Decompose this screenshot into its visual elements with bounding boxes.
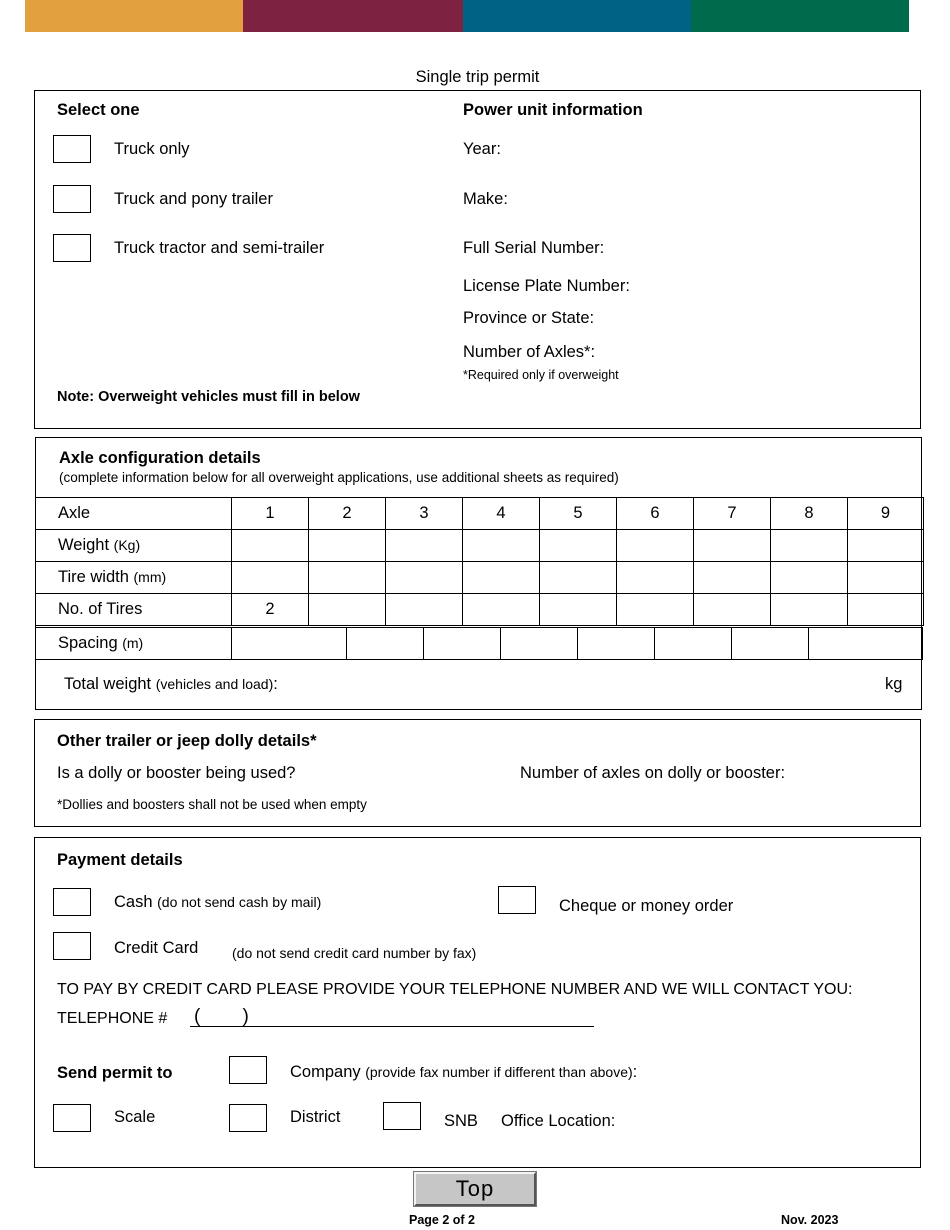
- weight-cell[interactable]: [540, 530, 617, 562]
- send-permit-heading: Send permit to: [57, 1064, 173, 1082]
- page-number: Page 2 of 2: [409, 1213, 475, 1227]
- truck-semi-label: Truck tractor and semi-trailer: [114, 239, 325, 257]
- axle-row: [36, 498, 924, 530]
- axle-number: 2: [309, 498, 386, 530]
- weight-row-label: Weight (Kg): [36, 530, 232, 562]
- dolly-axles-field[interactable]: Number of axles on dolly or booster:: [520, 764, 786, 782]
- dolly-note: *Dollies and boosters shall not be used when empty: [57, 797, 367, 812]
- credit-instruction: TO PAY BY CREDIT CARD PLEASE PROVIDE YOUR TELEPHONE NUMBER AND WE WILL CONTACT YOU:: [57, 981, 853, 998]
- color-bar-blue: [463, 0, 691, 32]
- tire-width-cell[interactable]: [848, 562, 924, 594]
- year-field[interactable]: Year:: [463, 140, 501, 158]
- weight-cell[interactable]: [771, 530, 848, 562]
- spacing-cell[interactable]: [732, 628, 809, 660]
- office-location-field[interactable]: Office Location:: [501, 1112, 616, 1130]
- serial-field[interactable]: Full Serial Number:: [463, 239, 605, 257]
- tires-cell[interactable]: [309, 594, 386, 626]
- spacing-row-label: Spacing (m): [36, 628, 232, 660]
- tire-width-row: [36, 562, 924, 594]
- axle-number: 3: [386, 498, 463, 530]
- revision-date: Nov. 2023: [781, 1213, 839, 1227]
- tire-width-cell[interactable]: [386, 562, 463, 594]
- truck-pony-label: Truck and pony trailer: [114, 190, 273, 208]
- cash-label: Cash (do not send cash by mail): [114, 893, 322, 911]
- tires-cell[interactable]: [848, 594, 924, 626]
- tire-width-cell[interactable]: [540, 562, 617, 594]
- spacing-cell[interactable]: [578, 628, 655, 660]
- axle-number: 7: [694, 498, 771, 530]
- axle-number: 6: [617, 498, 694, 530]
- spacing-cell[interactable]: [501, 628, 578, 660]
- cheque-checkbox[interactable]: [498, 886, 536, 914]
- axles-field[interactable]: Number of Axles*:: [463, 343, 596, 361]
- spacing-table: [35, 627, 923, 660]
- axle-heading: Axle configuration details: [59, 449, 261, 467]
- plate-field[interactable]: License Plate Number:: [463, 277, 630, 295]
- weight-cell[interactable]: [309, 530, 386, 562]
- tires-row-label: No. of Tires: [36, 594, 232, 626]
- tires-cell[interactable]: [540, 594, 617, 626]
- axle-table: [35, 497, 924, 626]
- axle-row-label: Axle: [36, 498, 232, 530]
- make-field[interactable]: Make:: [463, 190, 508, 208]
- axle-number: 5: [540, 498, 617, 530]
- weight-cell[interactable]: [386, 530, 463, 562]
- truck-only-checkbox[interactable]: [53, 135, 91, 163]
- tires-row: [36, 594, 924, 626]
- truck-semi-checkbox[interactable]: [53, 234, 91, 262]
- weight-row: [36, 530, 924, 562]
- spacing-cell[interactable]: [232, 628, 347, 660]
- district-label: District: [290, 1108, 341, 1126]
- axle-number: 1: [232, 498, 309, 530]
- snb-label: SNB: [444, 1112, 478, 1130]
- axle-number: 8: [771, 498, 848, 530]
- credit-card-note: (do not send credit card number by fax): [232, 945, 477, 961]
- spacing-cell[interactable]: [424, 628, 501, 660]
- tire-width-cell[interactable]: [309, 562, 386, 594]
- tire-width-cell[interactable]: [771, 562, 848, 594]
- tire-width-row-label: Tire width (mm): [36, 562, 232, 594]
- cheque-label: Cheque or money order: [559, 897, 734, 915]
- dolly-question[interactable]: Is a dolly or booster being used?: [57, 764, 296, 782]
- power-unit-heading: Power unit information: [463, 101, 643, 119]
- tire-width-cell[interactable]: [617, 562, 694, 594]
- overweight-note: Note: Overweight vehicles must fill in below: [57, 389, 360, 405]
- telephone-area-code: ( ): [194, 1006, 249, 1027]
- tire-width-cell[interactable]: [232, 562, 309, 594]
- axle-number: 4: [463, 498, 540, 530]
- dolly-heading: Other trailer or jeep dolly details*: [57, 732, 317, 750]
- weight-cell[interactable]: [463, 530, 540, 562]
- spacing-cell[interactable]: [655, 628, 732, 660]
- telephone-input-line[interactable]: [190, 1026, 594, 1027]
- tire-width-cell[interactable]: [463, 562, 540, 594]
- truck-pony-checkbox[interactable]: [53, 185, 91, 213]
- tires-cell[interactable]: [463, 594, 540, 626]
- spacing-cell[interactable]: [347, 628, 424, 660]
- required-note: *Required only if overweight: [463, 368, 619, 382]
- company-checkbox[interactable]: [229, 1056, 267, 1084]
- weight-cell[interactable]: [617, 530, 694, 562]
- axle-subheading: (complete information below for all overweight applications, use additional sheets as required): [59, 470, 619, 485]
- spacing-row: [36, 628, 923, 660]
- total-weight-label[interactable]: Total weight (vehicles and load):: [64, 675, 278, 693]
- tires-cell[interactable]: 2: [232, 594, 309, 626]
- total-weight-unit: kg: [885, 675, 903, 693]
- scale-label: Scale: [114, 1108, 156, 1126]
- tire-width-cell[interactable]: [694, 562, 771, 594]
- color-bar-green: [691, 0, 909, 32]
- spacing-cell[interactable]: [809, 628, 923, 660]
- telephone-label: TELEPHONE #: [57, 1010, 168, 1027]
- tires-cell[interactable]: [694, 594, 771, 626]
- color-bar-maroon: [243, 0, 463, 32]
- weight-cell[interactable]: [232, 530, 309, 562]
- snb-checkbox[interactable]: [383, 1102, 421, 1130]
- district-checkbox[interactable]: [229, 1104, 267, 1132]
- company-label: Company (provide fax number if different than above):: [290, 1063, 638, 1081]
- cash-checkbox[interactable]: [53, 888, 91, 916]
- province-field[interactable]: Province or State:: [463, 309, 595, 327]
- credit-card-label: Credit Card: [114, 939, 199, 957]
- weight-cell[interactable]: [694, 530, 771, 562]
- truck-only-label: Truck only: [114, 140, 190, 158]
- credit-card-checkbox[interactable]: [53, 932, 91, 960]
- axle-number: 9: [848, 498, 924, 530]
- tires-cell[interactable]: [771, 594, 848, 626]
- weight-cell[interactable]: [848, 530, 924, 562]
- scale-checkbox[interactable]: [53, 1104, 91, 1132]
- top-button[interactable]: Top: [414, 1172, 536, 1206]
- tires-cell[interactable]: [386, 594, 463, 626]
- color-bar-orange: [25, 0, 243, 32]
- select-heading: Select one: [57, 101, 140, 119]
- payment-heading: Payment details: [57, 851, 183, 869]
- form-title: Single trip permit: [415, 68, 540, 86]
- tires-cell[interactable]: [617, 594, 694, 626]
